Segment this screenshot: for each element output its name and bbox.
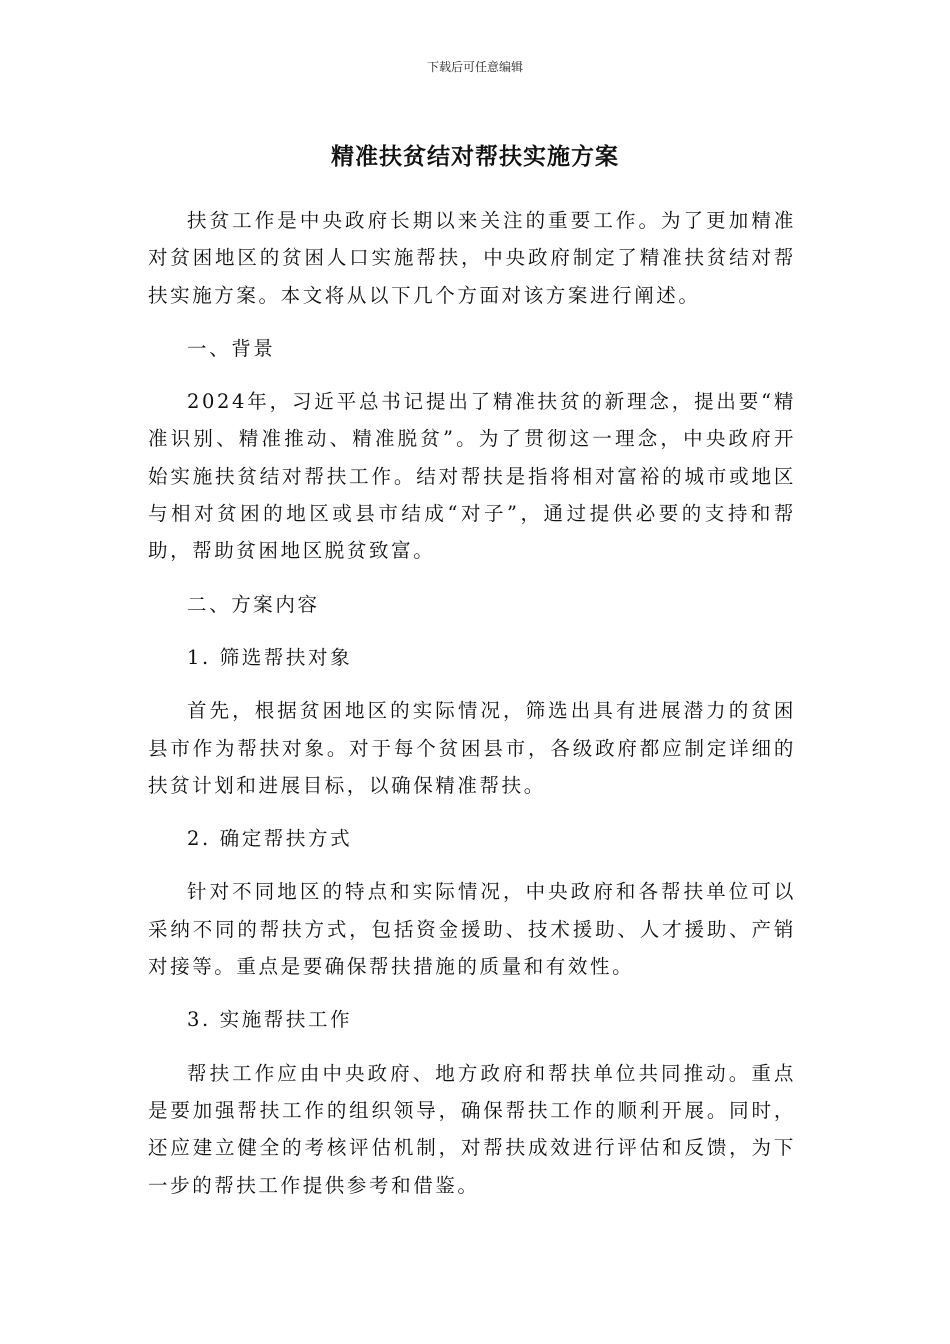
subheading-select-targets: 1. 筛选帮扶对象 xyxy=(187,645,353,669)
section-heading-plan-content: 二、方案内容 xyxy=(187,592,320,616)
download-note: 下载后可任意编辑 xyxy=(426,60,523,74)
background-paragraph: 2024年，习近平总书记提出了精准扶贫的新理念，提出要“精准识别、精准推动、精准脱贫”。为了贯彻这一理念，中央政府开始实施扶贫结对帮扶工作。结对帮扶是指将相对富裕的城市或地区与相对贫困的地区或县市结成“对子”，通过提供必要的支持和帮助，帮助贫困地区脱贫致富。 xyxy=(148,390,796,563)
assistance-methods-paragraph: 针对不同地区的特点和实际情况，中央政府和各帮扶单位可以采纳不同的帮扶方式，包括资金援助、技术援助、人才援助、产销对接等。重点是要确保帮扶措施的质量和有效性。 xyxy=(148,880,796,979)
document-body xyxy=(148,202,796,1220)
intro-paragraph: 扶贫工作是中央政府长期以来关注的重要工作。为了更加精准对贫困地区的贫困人口实施帮扶，中央政府制定了精准扶贫结对帮扶实施方案。本文将从以下几个方面对该方案进行阐述。 xyxy=(148,209,796,307)
subheading-assistance-methods: 2. 确定帮扶方式 xyxy=(187,827,353,851)
section-heading-background: 一、背景 xyxy=(187,336,276,360)
implementation-paragraph: 帮扶工作应由中央政府、地方政府和帮扶单位共同推动。重点是要加强帮扶工作的组织领导，确保帮扶工作的顺利开展。同时，还应建立健全的考核评估机制，对帮扶成效进行评估和反馈，为下一步的帮扶工作提供参考和借鉴。 xyxy=(148,1061,796,1197)
select-targets-paragraph: 首先，根据贫困地区的实际情况，筛选出具有进展潜力的贫困县市作为帮扶对象。对于每个贫困县市，各级政府都应制定详细的扶贫计划和进展目标，以确保精准帮扶。 xyxy=(148,699,796,797)
document-title: 精准扶贫结对帮扶实施方案 xyxy=(331,144,619,170)
subheading-implementation: 3. 实施帮扶工作 xyxy=(187,1008,353,1032)
